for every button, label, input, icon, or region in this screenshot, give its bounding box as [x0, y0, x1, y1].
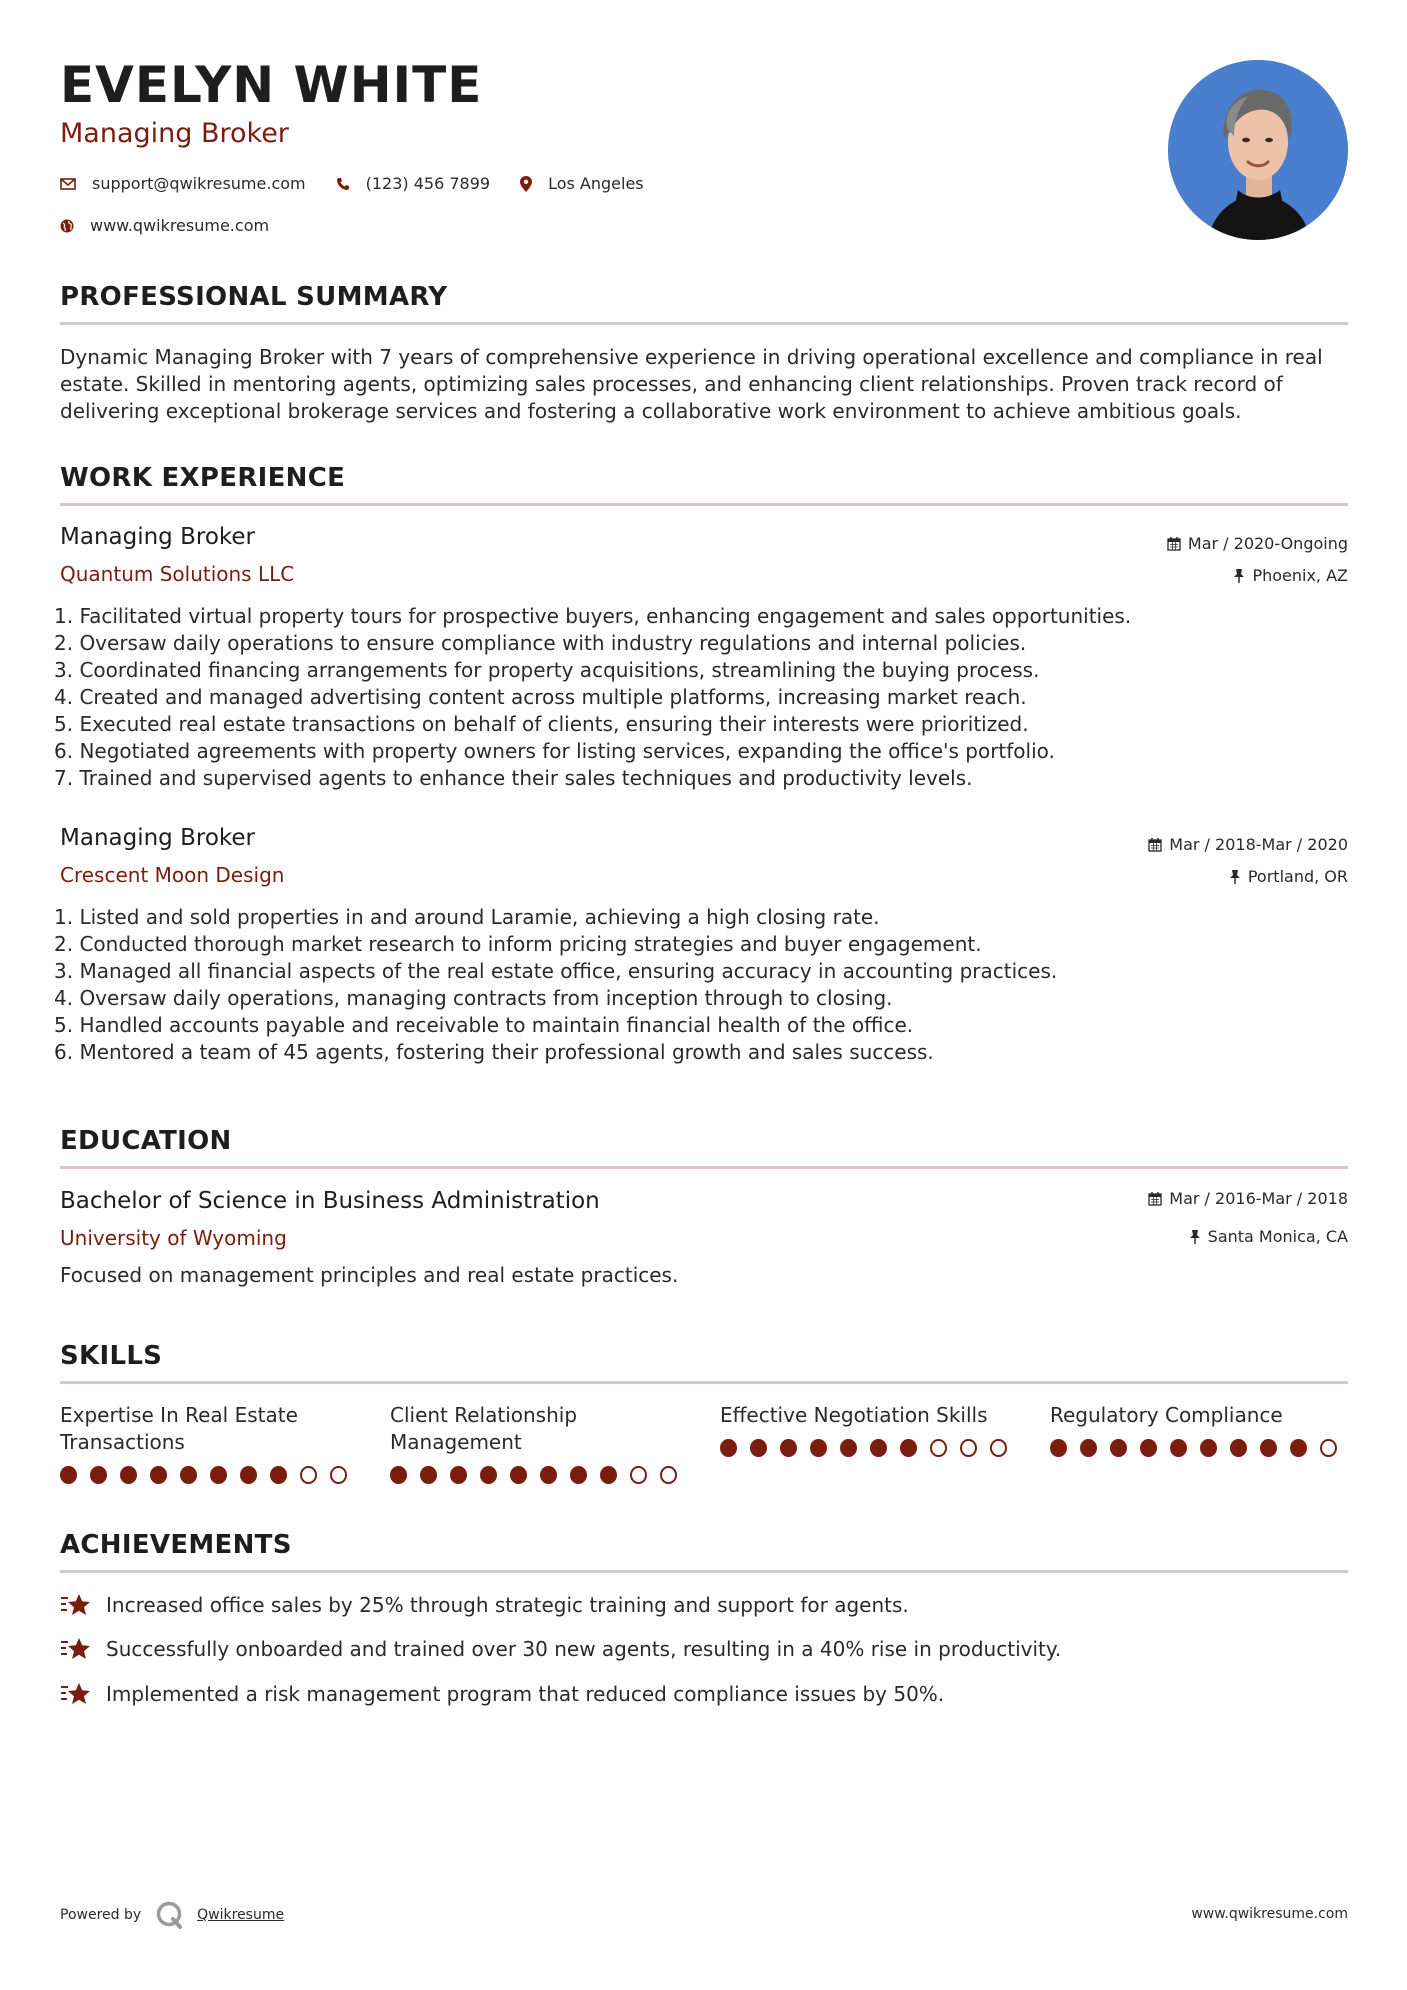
skill-dot-filled: [60, 1466, 77, 1484]
job-dates-text: Mar / 2018-Mar / 2020: [1169, 835, 1348, 854]
phone-text: (123) 456 7899: [365, 174, 491, 193]
skill-dot-filled: [600, 1466, 617, 1484]
skills-heading: SKILLS: [60, 1341, 163, 1371]
skill-dot-filled: [1050, 1439, 1067, 1457]
job-location: [1229, 867, 1348, 886]
powered-by-text: Powered by: [60, 1907, 142, 1923]
calendar-icon: [1167, 537, 1181, 551]
map-pin-icon: [520, 176, 532, 192]
skill-rating: [60, 1466, 360, 1484]
website-item[interactable]: [60, 216, 269, 235]
skill-item: [390, 1402, 690, 1484]
job-bullet: 5. Handled accounts payable and receivable to maintain financial health of the office.: [54, 1013, 914, 1037]
job-location: [1233, 566, 1348, 585]
experience-divider: [60, 503, 1348, 506]
pushpin-icon: [1189, 1230, 1201, 1244]
footer-url[interactable]: www.qwikresume.com: [1191, 1906, 1348, 1922]
candidate-name: EVELYN WHITE: [60, 56, 483, 114]
skill-label: Effective Negotiation Skills: [720, 1403, 988, 1427]
calendar-icon: [1148, 838, 1162, 852]
email-text: support@qwikresume.com: [92, 174, 306, 193]
skill-rating: [1050, 1439, 1350, 1457]
skill-dot-filled: [480, 1466, 497, 1484]
skill-dot-filled: [1140, 1439, 1157, 1457]
skill-dot-empty: [330, 1466, 347, 1484]
skill-dot-filled: [900, 1439, 917, 1457]
experience-heading: WORK EXPERIENCE: [60, 463, 346, 493]
location-text: Los Angeles: [548, 174, 644, 193]
education-location: [1189, 1227, 1348, 1246]
job-bullet: 3. Managed all financial aspects of the real estate office, ensuring accuracy in accounting practices.: [54, 959, 1058, 983]
skill-dot-filled: [390, 1466, 407, 1484]
skill-dot-filled: [1110, 1439, 1127, 1457]
skill-label: Regulatory Compliance: [1050, 1403, 1283, 1427]
job-location-text: Phoenix, AZ: [1252, 566, 1348, 585]
job-bullet: 2. Oversaw daily operations to ensure compliance with industry regulations and internal policies.: [54, 631, 1027, 655]
education-location-text: Santa Monica, CA: [1207, 1227, 1348, 1246]
job-bullets: [54, 904, 1344, 1066]
skill-dot-filled: [720, 1439, 737, 1457]
education-description: Focused on management principles and real estate practices.: [60, 1263, 679, 1287]
qwikresume-logo-icon: [155, 1900, 185, 1930]
skill-dot-filled: [780, 1439, 797, 1457]
skill-dot-empty: [300, 1466, 317, 1484]
achievement-text: Increased office sales by 25% through strategic training and support for agents.: [106, 1593, 909, 1617]
skill-dot-filled: [1080, 1439, 1097, 1457]
skill-label: Expertise In Real Estate Transactions: [60, 1403, 298, 1454]
skill-dot-filled: [540, 1466, 557, 1484]
skill-label: Client Relationship Management: [390, 1403, 578, 1454]
school-name: University of Wyoming: [60, 1226, 287, 1250]
achievement-text: Successfully onboarded and trained over 30 new agents, resulting in a 40% rise in productivity.: [106, 1637, 1062, 1661]
skill-rating: [720, 1439, 1020, 1457]
skill-dot-filled: [210, 1466, 227, 1484]
skill-dot-filled: [810, 1439, 827, 1457]
summary-text: Dynamic Managing Broker with 7 years of comprehensive experience in driving operational excellence and compliance in real estate. Skilled in mentoring agents, optimizing sales processes, and enhancing client relationships. Proven track record of delivering exceptional brokerage services and fostering a collaborative work environment to achieve ambitious goals.: [60, 345, 1323, 423]
skill-dot-filled: [510, 1466, 527, 1484]
skills-divider: [60, 1381, 1348, 1384]
pushpin-icon: [1229, 870, 1241, 884]
candidate-role: Managing Broker: [60, 118, 289, 149]
job-bullet: 6. Mentored a team of 45 agents, fostering their professional growth and sales success.: [54, 1040, 934, 1064]
skill-dot-empty: [630, 1466, 647, 1484]
job-bullet: 2. Conducted thorough market research to inform pricing strategies and buyer engagement.: [54, 932, 982, 956]
footer-powered-by: [60, 1900, 284, 1930]
skill-item: [60, 1402, 360, 1484]
job-bullet: 1. Facilitated virtual property tours for prospective buyers, enhancing engagement and sales opportunities.: [54, 604, 1132, 628]
skill-rating: [390, 1466, 690, 1484]
achievement-item: [60, 1636, 1061, 1662]
website-row: [60, 216, 299, 235]
job-dates: [1167, 534, 1348, 553]
skill-dot-filled: [450, 1466, 467, 1484]
education-dates-text: Mar / 2016-Mar / 2018: [1169, 1189, 1348, 1208]
skill-dot-filled: [870, 1439, 887, 1457]
job-title: Managing Broker: [60, 524, 255, 550]
job-bullets: [54, 603, 1344, 792]
skill-dot-filled: [180, 1466, 197, 1484]
job-location-text: Portland, OR: [1247, 867, 1348, 886]
location-item: [520, 174, 644, 193]
pushpin-icon: [1233, 569, 1245, 583]
job-company: Crescent Moon Design: [60, 863, 285, 887]
education-heading: EDUCATION: [60, 1126, 232, 1156]
star-badge-icon: [60, 1592, 92, 1618]
contact-row: [60, 174, 674, 193]
skill-dot-filled: [1170, 1439, 1187, 1457]
phone-icon: [336, 177, 350, 191]
achievement-text: Implemented a risk management program that reduced compliance issues by 50%.: [106, 1682, 945, 1706]
email-item[interactable]: [60, 174, 306, 193]
job-bullet: 4. Created and managed advertising content across multiple platforms, increasing market reach.: [54, 685, 1027, 709]
skill-dot-filled: [270, 1466, 287, 1484]
skill-item: [720, 1402, 1020, 1457]
globe-icon: [60, 219, 74, 233]
skill-dot-filled: [150, 1466, 167, 1484]
skill-dot-filled: [90, 1466, 107, 1484]
star-badge-icon: [60, 1636, 92, 1662]
job-dates-text: Mar / 2020-Ongoing: [1187, 534, 1348, 553]
job-bullet: 6. Negotiated agreements with property owners for listing services, expanding the office's portfolio.: [54, 739, 1055, 763]
job-bullet: 7. Trained and supervised agents to enhance their sales techniques and productivity levels.: [54, 766, 973, 790]
skill-dot-empty: [990, 1439, 1007, 1457]
skill-item: [1050, 1402, 1350, 1457]
calendar-icon: [1148, 1192, 1162, 1206]
skill-dot-filled: [420, 1466, 437, 1484]
skill-dot-filled: [1290, 1439, 1307, 1457]
envelope-icon: [60, 178, 76, 190]
job-dates: [1148, 835, 1348, 854]
job-bullet: 1. Listed and sold properties in and around Laramie, achieving a high closing rate.: [54, 905, 880, 929]
website-text: www.qwikresume.com: [90, 216, 270, 235]
skill-dot-filled: [1260, 1439, 1277, 1457]
achievement-item: [60, 1681, 944, 1707]
qwikresume-link[interactable]: Qwikresume: [197, 1907, 285, 1923]
achievements-divider: [60, 1570, 1348, 1573]
education-dates: [1148, 1189, 1348, 1208]
phone-item[interactable]: [336, 174, 490, 193]
job-title: Managing Broker: [60, 825, 255, 851]
skill-dot-filled: [240, 1466, 257, 1484]
skill-dot-filled: [120, 1466, 137, 1484]
summary-heading: PROFESSIONAL SUMMARY: [60, 282, 448, 312]
skill-dot-empty: [1320, 1439, 1337, 1457]
job-company: Quantum Solutions LLC: [60, 562, 295, 586]
degree-title: Bachelor of Science in Business Administration: [60, 1188, 600, 1214]
skill-dot-filled: [1230, 1439, 1247, 1457]
skill-dot-empty: [930, 1439, 947, 1457]
skill-dot-empty: [960, 1439, 977, 1457]
skill-dot-filled: [840, 1439, 857, 1457]
achievements-heading: ACHIEVEMENTS: [60, 1530, 292, 1560]
achievement-item: [60, 1592, 909, 1618]
job-bullet: 3. Coordinated financing arrangements for property acquisitions, streamlining the buying process.: [54, 658, 1040, 682]
job-bullet: 5. Executed real estate transactions on behalf of clients, ensuring their interests were prioritized.: [54, 712, 1029, 736]
profile-photo: [1168, 60, 1348, 240]
education-divider: [60, 1166, 1348, 1169]
summary-divider: [60, 322, 1348, 325]
skill-dot-filled: [1200, 1439, 1217, 1457]
job-bullet: 4. Oversaw daily operations, managing contracts from inception through to closing.: [54, 986, 893, 1010]
skill-dot-filled: [750, 1439, 767, 1457]
skill-dot-filled: [570, 1466, 587, 1484]
skill-dot-empty: [660, 1466, 677, 1484]
star-badge-icon: [60, 1681, 92, 1707]
